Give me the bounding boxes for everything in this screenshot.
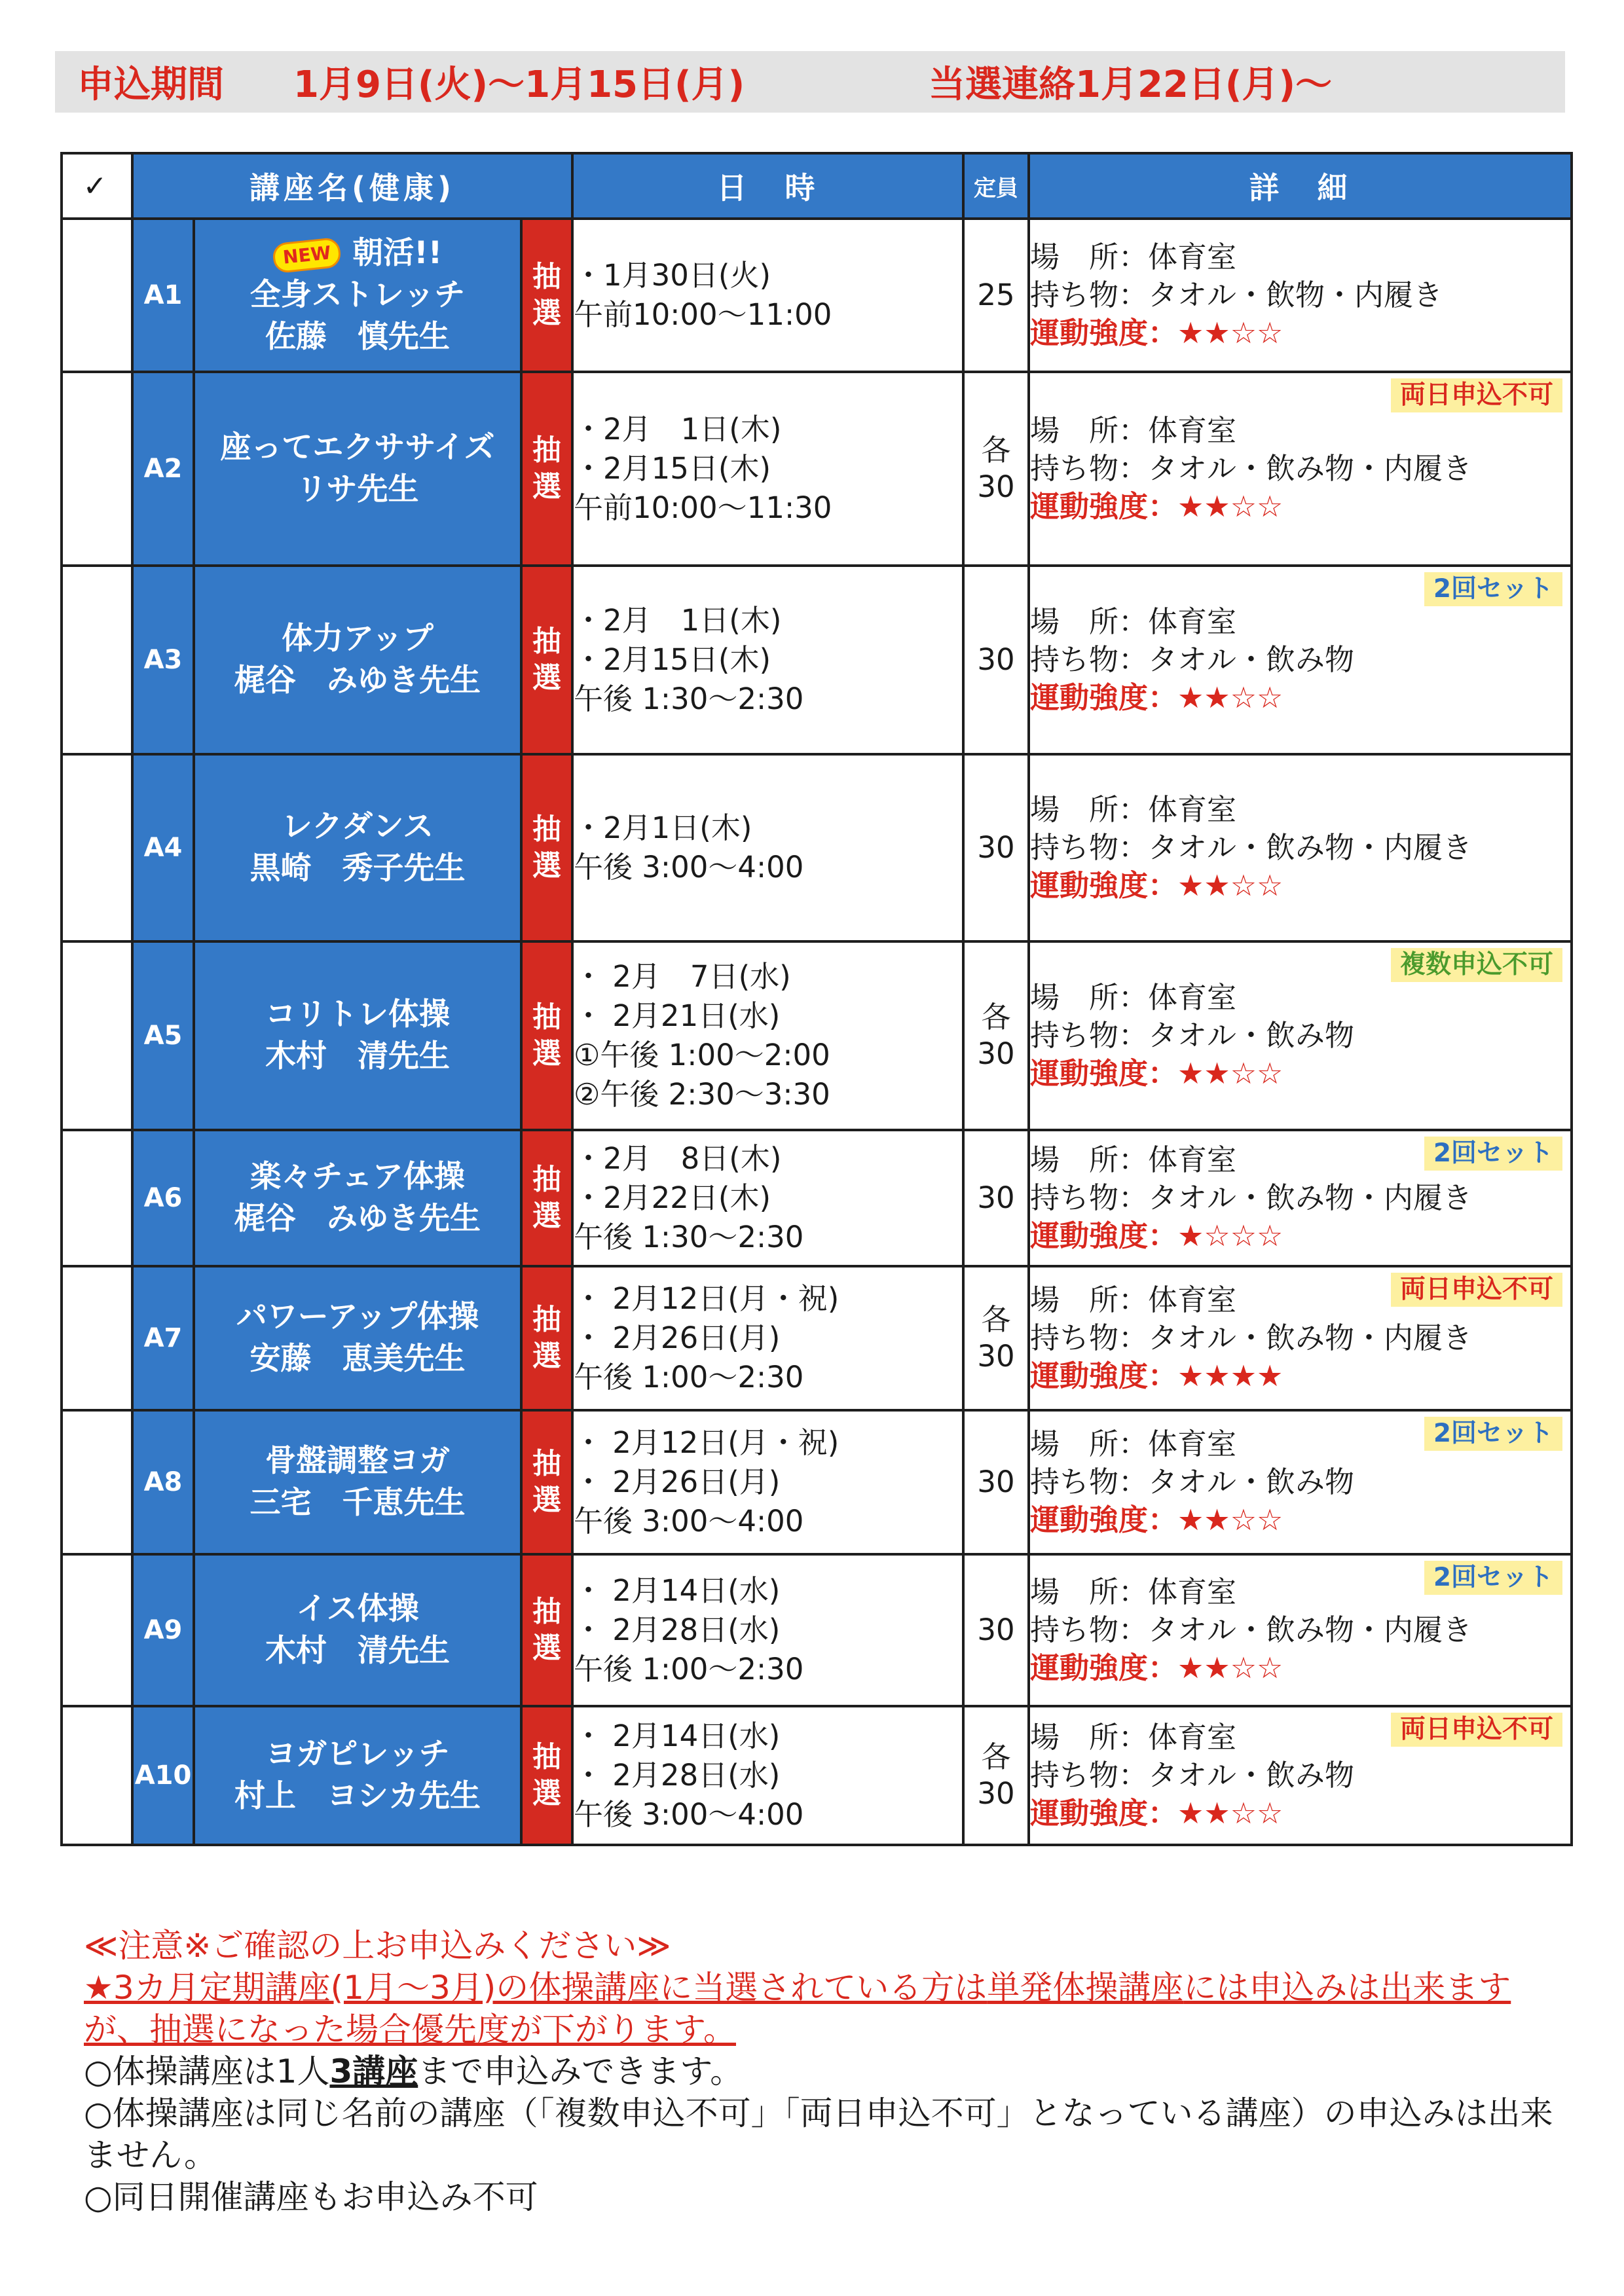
- table-row: [62, 1130, 1572, 1266]
- intensity-stars: ★★☆☆: [1177, 489, 1283, 524]
- capacity-header: 定員: [963, 153, 1029, 219]
- course-id: A5: [132, 941, 194, 1130]
- datetime-header: 日 時: [572, 153, 963, 219]
- detail-header: 詳 細: [1029, 153, 1572, 219]
- note-same-name: ○体操講座は同じ名前の講座（「複数申込不可」「両日申込不可」となっている講座）の申込みは出来ません。: [84, 2094, 1553, 2174]
- course-capacity: 25: [963, 219, 1029, 372]
- period-dates: 1月9日(火)～1月15日(月): [293, 64, 745, 106]
- course-id: A3: [132, 566, 194, 754]
- restriction-badge: 2回セット: [1424, 572, 1562, 606]
- lottery-label: 抽選: [521, 1554, 572, 1706]
- course-name: ヨガピレッチ 村上 ヨシカ先生: [194, 1706, 521, 1845]
- lottery-label: 抽選: [521, 1410, 572, 1554]
- course-id: A1: [132, 219, 194, 372]
- course-datetime: ・ 2月12日(月・祝) ・ 2月26日(月) 午後 3:00～4:00: [572, 1410, 963, 1554]
- restriction-badge: 両日申込不可: [1391, 1713, 1562, 1747]
- intensity-stars: ★★★★: [1177, 1358, 1283, 1393]
- course-name: パワーアップ体操 安藤 恵美先生: [194, 1266, 521, 1410]
- table-row: [62, 754, 1572, 941]
- application-period-banner: [55, 51, 1565, 113]
- table-row: [62, 1266, 1572, 1410]
- course-detail: 場 所：体育室 持ち物：タオル・飲物・内履き 運動強度：★★☆☆: [1029, 219, 1572, 372]
- course-capacity: 各 30: [963, 372, 1029, 566]
- course-capacity: 各 30: [963, 941, 1029, 1130]
- course-id: A7: [132, 1266, 194, 1410]
- intensity-stars: ★☆☆☆: [1177, 1218, 1283, 1253]
- intensity-stars: ★★☆☆: [1177, 1650, 1283, 1685]
- course-datetime: ・2月1日(木) 午後 3:00～4:00: [572, 754, 963, 941]
- selection-checkbox[interactable]: [62, 754, 132, 941]
- new-badge: NEW: [272, 236, 342, 274]
- course-name: 骨盤調整ヨガ 三宅 千恵先生: [194, 1410, 521, 1554]
- course-detail: 場 所：体育室 持ち物：タオル・飲み物・内履き 運動強度：★★☆☆: [1029, 754, 1572, 941]
- lottery-label: 抽選: [521, 754, 572, 941]
- course-name: イス体操 木村 清先生: [194, 1554, 521, 1706]
- lottery-label: 抽選: [521, 1130, 572, 1266]
- caution-star-note: ★3カ月定期講座(1月～3月)の体操講座に当選されている方は単発体操講座には申込みは出来ますが、抽選になった場合優先度が下がります。: [84, 1969, 1511, 2049]
- course-name: 楽々チェア体操 梶谷 みゆき先生: [194, 1130, 521, 1266]
- course-detail: 2回セット 場 所：体育室 持ち物：タオル・飲み物 運動強度：★★☆☆: [1029, 566, 1572, 754]
- notice-date: 当選連絡1月22日(月)～: [929, 64, 1333, 106]
- course-datetime: ・ 2月 7日(水) ・ 2月21日(水) ①午後 1:00～2:00 ②午後 2:30～3:30: [572, 941, 963, 1130]
- selection-checkbox[interactable]: [62, 1554, 132, 1706]
- course-name: レクダンス 黒崎 秀子先生: [194, 754, 521, 941]
- intensity-stars: ★★☆☆: [1177, 868, 1283, 903]
- selection-checkbox[interactable]: [62, 1130, 132, 1266]
- course-detail: 2回セット 場 所：体育室 持ち物：タオル・飲み物・内履き 運動強度：★☆☆☆: [1029, 1130, 1572, 1266]
- course-name: NEW 朝活!! 全身ストレッチ 佐藤 慎先生: [194, 219, 521, 372]
- course-capacity: 30: [963, 566, 1029, 754]
- course-detail: 両日申込不可 場 所：体育室 持ち物：タオル・飲み物・内履き 運動強度：★★☆☆: [1029, 372, 1572, 566]
- notes-section: [84, 1925, 1564, 2218]
- note-same-day: ○同日開催講座もお申込み不可: [84, 2178, 538, 2216]
- course-capacity: 30: [963, 1410, 1029, 1554]
- intensity-stars: ★★☆☆: [1177, 1056, 1283, 1091]
- course-datetime: ・2月 1日(木) ・2月15日(木) 午後 1:30～2:30: [572, 566, 963, 754]
- selection-checkbox[interactable]: [62, 1410, 132, 1554]
- lottery-label: 抽選: [521, 941, 572, 1130]
- course-detail: 両日申込不可 場 所：体育室 持ち物：タオル・飲み物 運動強度：★★☆☆: [1029, 1706, 1572, 1845]
- restriction-badge: 2回セット: [1424, 1417, 1562, 1451]
- table-row: [62, 566, 1572, 754]
- course-id: A8: [132, 1410, 194, 1554]
- course-detail: 両日申込不可 場 所：体育室 持ち物：タオル・飲み物・内履き 運動強度：★★★★: [1029, 1266, 1572, 1410]
- table-row: [62, 1554, 1572, 1706]
- restriction-badge: 両日申込不可: [1391, 378, 1562, 412]
- course-name: 座ってエクササイズ リサ先生: [194, 372, 521, 566]
- course-id: A4: [132, 754, 194, 941]
- restriction-badge: 複数申込不可: [1391, 948, 1562, 982]
- lottery-label: 抽選: [521, 566, 572, 754]
- course-datetime: ・1月30日(火) 午前10:00～11:00: [572, 219, 963, 372]
- selection-checkbox[interactable]: [62, 1706, 132, 1845]
- course-detail: 2回セット 場 所：体育室 持ち物：タオル・飲み物・内履き 運動強度：★★☆☆: [1029, 1554, 1572, 1706]
- table-row: [62, 1410, 1572, 1554]
- course-capacity: 各 30: [963, 1266, 1029, 1410]
- note-limit: ○体操講座は1人3講座まで申込みできます。: [84, 2052, 743, 2090]
- lottery-label: 抽選: [521, 1266, 572, 1410]
- selection-checkbox[interactable]: [62, 941, 132, 1130]
- intensity-stars: ★★☆☆: [1177, 680, 1283, 715]
- selection-checkbox[interactable]: [62, 372, 132, 566]
- intensity-stars: ★★☆☆: [1177, 1503, 1283, 1537]
- course-datetime: ・2月 8日(木) ・2月22日(木) 午後 1:30～2:30: [572, 1130, 963, 1266]
- course-detail: 複数申込不可 場 所：体育室 持ち物：タオル・飲み物 運動強度：★★☆☆: [1029, 941, 1572, 1130]
- course-capacity: 30: [963, 1554, 1029, 1706]
- table-row: [62, 372, 1572, 566]
- course-id: A6: [132, 1130, 194, 1266]
- course-schedule-table: [60, 152, 1573, 1846]
- course-datetime: ・ 2月14日(水) ・ 2月28日(水) 午後 1:00～2:30: [572, 1554, 963, 1706]
- course-datetime: ・2月 1日(木) ・2月15日(木) 午前10:00～11:30: [572, 372, 963, 566]
- table-row: [62, 219, 1572, 372]
- table-header: [62, 153, 1572, 219]
- selection-checkbox[interactable]: [62, 566, 132, 754]
- course-datetime: ・ 2月12日(月・祝) ・ 2月26日(月) 午後 1:00～2:30: [572, 1266, 963, 1410]
- check-header: ✓: [62, 153, 132, 219]
- course-id: A2: [132, 372, 194, 566]
- lottery-label: 抽選: [521, 372, 572, 566]
- course-capacity: 各 30: [963, 1706, 1029, 1845]
- course-datetime: ・ 2月14日(水) ・ 2月28日(水) 午後 3:00～4:00: [572, 1706, 963, 1845]
- table-row: [62, 1706, 1572, 1845]
- course-name-header: 講座名(健康): [132, 153, 572, 219]
- course-capacity: 30: [963, 1130, 1029, 1266]
- course-id: A9: [132, 1554, 194, 1706]
- selection-checkbox[interactable]: [62, 219, 132, 372]
- restriction-badge: 2回セット: [1424, 1137, 1562, 1171]
- intensity-stars: ★★☆☆: [1177, 1796, 1283, 1831]
- table-row: [62, 941, 1572, 1130]
- course-detail: 2回セット 場 所：体育室 持ち物：タオル・飲み物 運動強度：★★☆☆: [1029, 1410, 1572, 1554]
- intensity-stars: ★★☆☆: [1177, 316, 1283, 350]
- restriction-badge: 両日申込不可: [1391, 1273, 1562, 1307]
- period-label: 申込期間: [77, 64, 224, 106]
- course-name: 体力アップ 梶谷 みゆき先生: [194, 566, 521, 754]
- restriction-badge: 2回セット: [1424, 1561, 1562, 1595]
- course-id: A10: [132, 1706, 194, 1845]
- lottery-label: 抽選: [521, 219, 572, 372]
- course-capacity: 30: [963, 754, 1029, 941]
- lottery-label: 抽選: [521, 1706, 572, 1845]
- selection-checkbox[interactable]: [62, 1266, 132, 1410]
- caution-heading: ≪注意※ご確認の上お申込みください≫: [84, 1927, 671, 1965]
- course-name: コリトレ体操 木村 清先生: [194, 941, 521, 1130]
